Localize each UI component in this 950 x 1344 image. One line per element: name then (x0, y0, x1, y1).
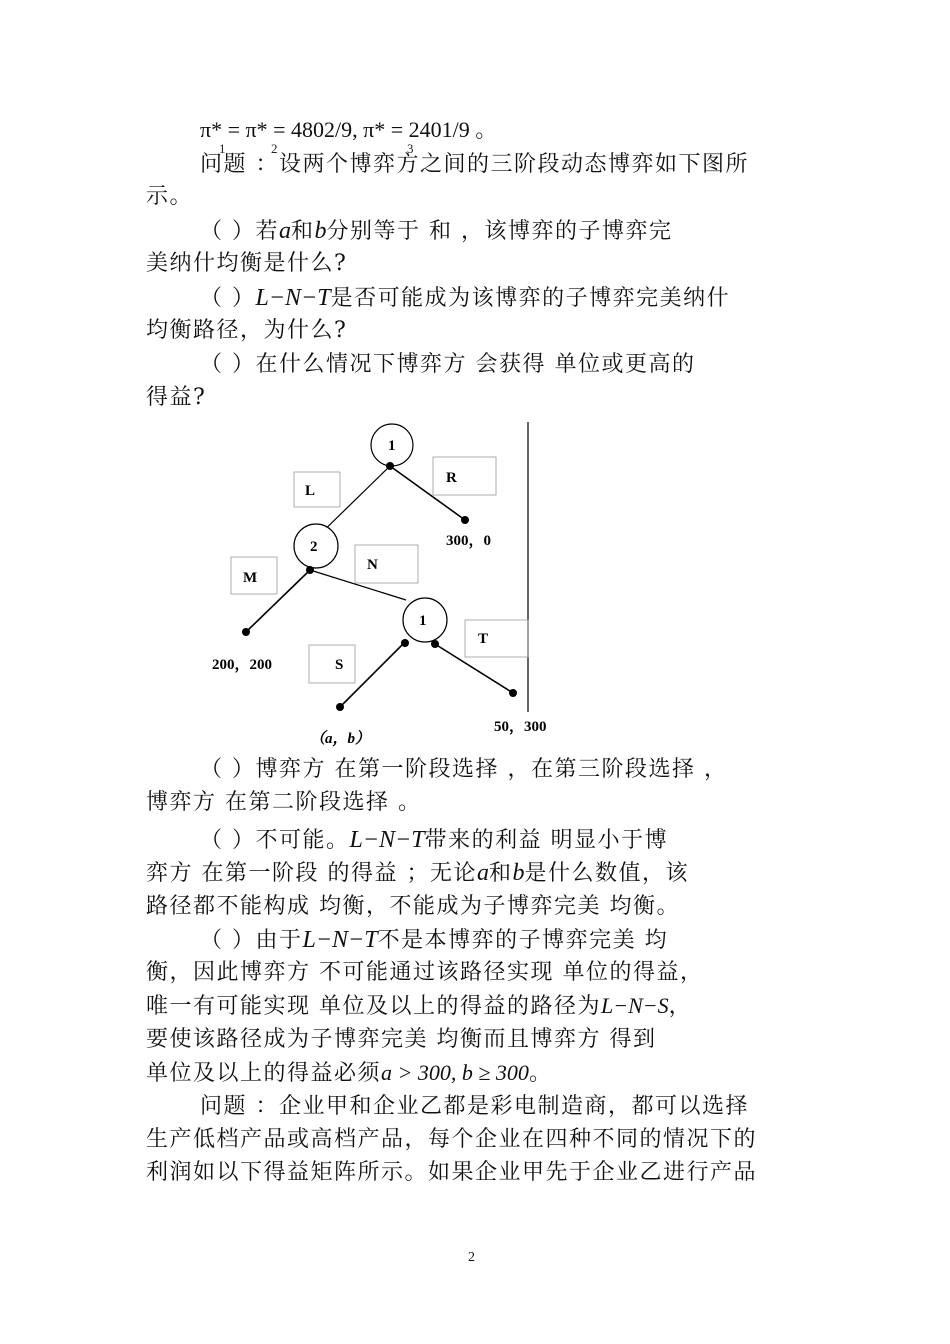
payoff-m: 200，200 (212, 657, 273, 673)
question1-rest: 分别等于 和 ，该博弈的子博弈完 (326, 219, 673, 244)
payoff-t: 50，300 (494, 719, 547, 735)
answer3-line1 (200, 925, 668, 956)
answer3-path-lnt: L−N−T (302, 927, 378, 953)
decision-dot-second (306, 566, 314, 574)
path-lnt: L−N−T (255, 285, 331, 311)
question2-prefix: （ ） (200, 286, 256, 311)
answer3-line3-end: ， (668, 994, 693, 1019)
problem4-line2: 生产低档产品或高档产品，每个企业在四种不同的情况下的 (146, 1127, 758, 1152)
action-box-r (433, 457, 496, 495)
problem3-line1: 问题 ：设两个博弈方之间的三阶段动态博弈如下图所 (200, 152, 749, 177)
edge-n (310, 570, 406, 600)
var-a: a (279, 218, 291, 244)
answer1-line1: （ ）博弈方 在第一阶段选择 ，在第三阶段选择 ， (200, 757, 728, 782)
action-label-l: L (305, 483, 316, 499)
action-box-n (355, 545, 418, 583)
question1-and: 和 (291, 219, 315, 244)
terminal-dot-r (461, 516, 469, 524)
question1-prefix: （ ）若 (200, 219, 279, 244)
terminal-dot-s (336, 703, 344, 711)
answer3-line3 (146, 991, 692, 1022)
answer3-line5 (146, 1058, 552, 1089)
answer2-prefix: （ ）不可能。 (200, 828, 350, 853)
question3-line1: （ ）在什么情况下博弈方 会获得 单位或更高的 (200, 352, 696, 377)
decision-dot-root (386, 462, 394, 470)
page-number: 2 (468, 1250, 475, 1265)
action-box-l (294, 472, 340, 507)
subscript-1: 1 (219, 141, 226, 156)
subscript-3: 3 (407, 141, 414, 156)
answer2-path-lnt: L−N−T (349, 827, 425, 853)
subscript-2: 2 (271, 141, 278, 156)
answer2-line2-and: 和 (488, 861, 513, 886)
answer3-line5-start: 单位及以上的得益必须 (146, 1061, 382, 1086)
action-label-n: N (367, 557, 378, 573)
problem3-line2: 示。 (146, 184, 194, 209)
question2-rest: 是否可能成为该博弈的子博弈完美纳什 (330, 286, 731, 311)
question2-line2: 均衡路径，为什么? (146, 318, 348, 343)
answer3-line2: 衡，因此博弈方 不可能通过该路径实现 单位的得益， (146, 960, 704, 985)
question3-line2: 得益? (146, 385, 207, 410)
answer2-line1 (200, 825, 668, 856)
profit-formula: π* = π* = 4802/9, π* = 2401/9 。 (200, 117, 498, 142)
action-label-t: T (478, 631, 489, 647)
answer3-path-lns: L−N−S (601, 993, 669, 1018)
edge-t (435, 644, 513, 693)
answer1-line2: 博弈方 在第二阶段选择 。 (146, 790, 422, 815)
answer3-prefix: （ ）由于 (200, 928, 303, 953)
problem4-line3: 利润如以下得益矩阵所示。如果企业甲先于企业乙进行产品 (146, 1160, 758, 1185)
answer3-condition: a > 300, b ≥ 300 (381, 1060, 529, 1085)
edge-s (340, 644, 403, 707)
payoff-r: 300，0 (446, 533, 492, 549)
problem4-line1: 问题 ：企业甲和企业乙都是彩电制造商，都可以选择 (200, 1094, 749, 1119)
answer2-rest: 带来的利益 明显小于博 (424, 828, 669, 853)
node-2-label: 2 (310, 539, 318, 555)
node-1-third-label: 1 (419, 613, 427, 629)
action-label-s: S (335, 657, 344, 673)
action-label-r: R (446, 470, 457, 486)
question1-line2: 美纳什均衡是什么? (146, 251, 348, 276)
node-1-root-label: 1 (388, 438, 396, 454)
answer2-var-b: b (512, 860, 525, 886)
decision-dot-third-left (401, 639, 409, 647)
answer2-line2 (146, 858, 689, 889)
decision-dot-third-right (431, 640, 439, 648)
answer2-var-a: a (476, 860, 489, 886)
answer3-line5-end: 。 (528, 1061, 553, 1086)
terminal-dot-t (509, 689, 517, 697)
action-box-s (309, 645, 355, 683)
answer2-line3: 路径都不能构成 均衡，不能成为子博弈完美 均衡。 (146, 894, 680, 919)
var-b: b (314, 218, 327, 244)
answer2-line2-end: 是什么数值，该 (524, 861, 690, 886)
answer2-line2-start: 弈方 在第一阶段 的得益 ；无论 (146, 861, 477, 886)
payoff-s: （a，b） (310, 731, 371, 747)
terminal-dot-m (242, 628, 250, 636)
answer3-line3-start: 唯一有可能实现 单位及以上的得益的路径为 (146, 994, 601, 1019)
action-label-m: M (243, 570, 258, 586)
action-box-t (465, 620, 528, 657)
answer3-line4: 要使该路径成为子博弈完美 均衡而且博弈方 得到 (146, 1027, 657, 1052)
answer3-rest: 不是本博弈的子博弈完美 均 (377, 928, 669, 953)
